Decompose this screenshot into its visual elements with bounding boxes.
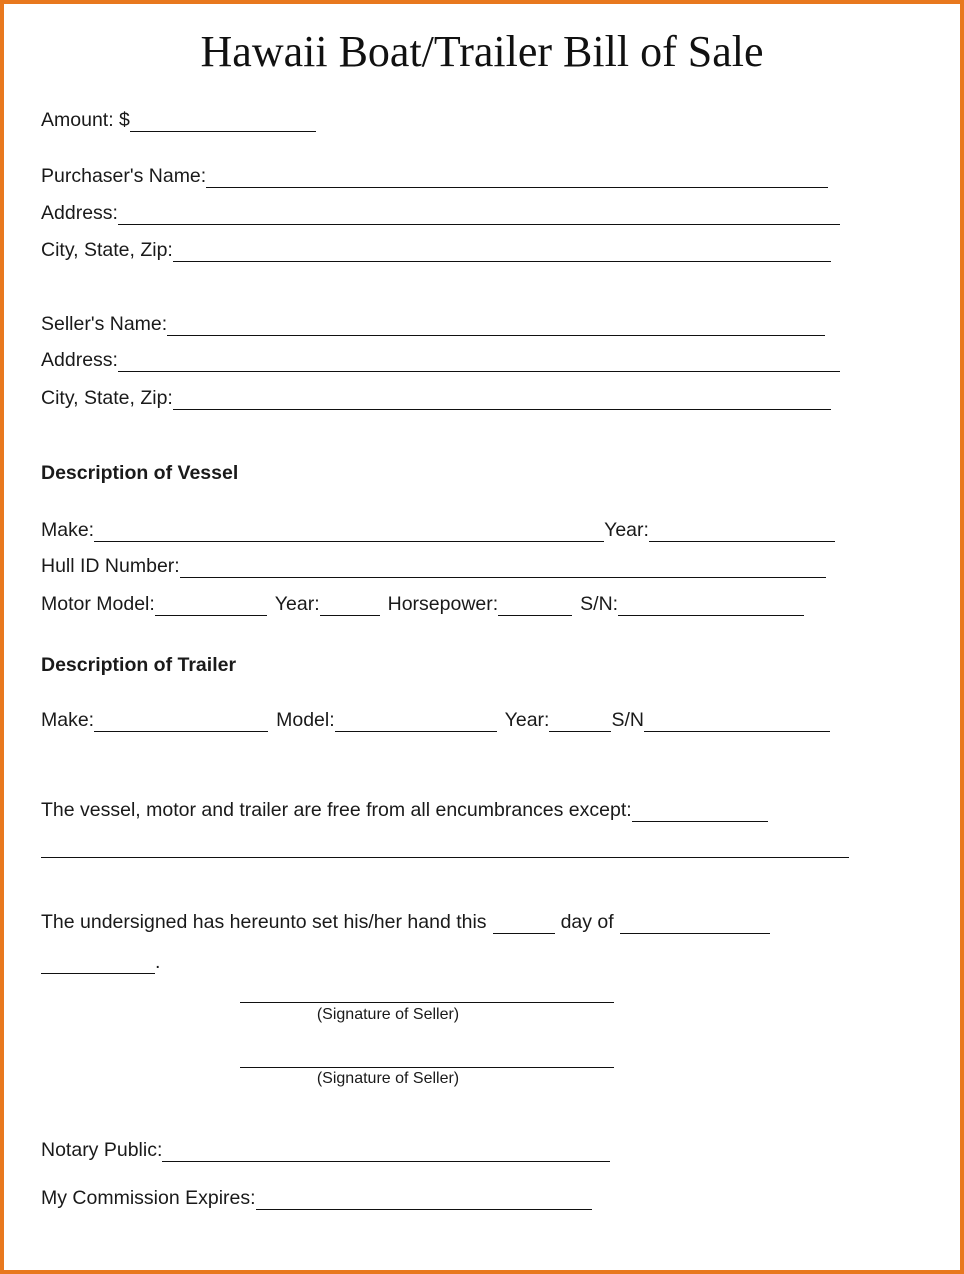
page-title: Hawaii Boat/Trailer Bill of Sale	[200, 27, 764, 76]
encumbrance-text: The vessel, motor and trailer are free from all encumbrances except:	[41, 799, 632, 821]
seller-name-label: Seller's Name:	[41, 313, 168, 335]
vessel-year-label: Year:	[604, 519, 649, 541]
day-of-text: day of	[560, 911, 614, 933]
trailer-sn-label: S/N	[611, 709, 644, 731]
commission-label: My Commission Expires:	[41, 1187, 256, 1209]
trailer-heading: Description of Trailer	[41, 654, 237, 676]
trailer-year-label: Year:	[504, 709, 550, 731]
motor-sn-label: S/N:	[580, 593, 619, 615]
undersigned-text: The undersigned has hereunto set his/her hand this	[41, 911, 487, 933]
hull-id-label: Hull ID Number:	[41, 555, 180, 577]
motor-model-label: Motor Model:	[41, 593, 155, 615]
trailer-model-label: Model:	[276, 709, 335, 731]
seller-signature-caption-2: (Signature of Seller)	[316, 1070, 460, 1087]
year-period: .	[155, 951, 161, 973]
amount-label: Amount: $	[41, 109, 130, 131]
trailer-make-label: Make:	[41, 709, 95, 731]
seller-address-label: Address:	[41, 349, 118, 371]
purchaser-name-label: Purchaser's Name:	[41, 165, 207, 187]
purchaser-city-label: City, State, Zip:	[41, 239, 173, 261]
horsepower-label: Horsepower:	[387, 593, 499, 615]
seller-city-label: City, State, Zip:	[41, 387, 173, 409]
purchaser-address-label: Address:	[41, 202, 118, 224]
vessel-heading: Description of Vessel	[41, 462, 239, 484]
seller-signature-caption-1: (Signature of Seller)	[316, 1006, 460, 1023]
vessel-make-label: Make:	[41, 519, 95, 541]
motor-year-label: Year:	[274, 593, 320, 615]
notary-label: Notary Public:	[41, 1139, 163, 1161]
